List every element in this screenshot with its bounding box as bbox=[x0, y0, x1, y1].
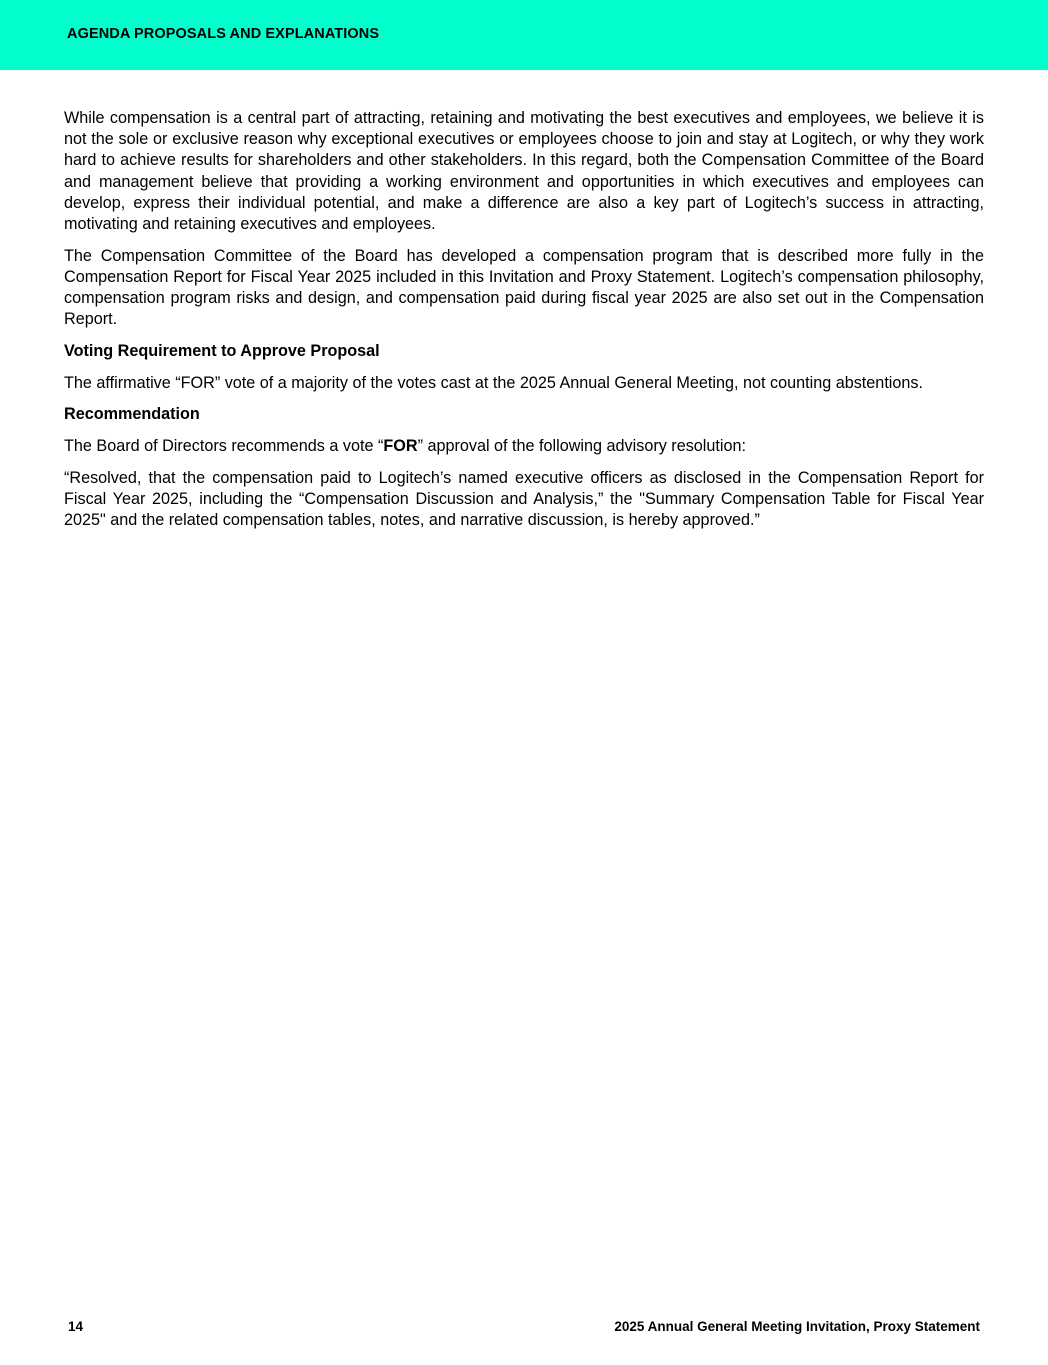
paragraph-recommendation bbox=[64, 436, 984, 457]
document-title: 2025 Annual General Meeting Invitation, Proxy Statement bbox=[614, 1319, 980, 1334]
recommendation-vote: FOR bbox=[383, 437, 418, 456]
heading-recommendation: Recommendation bbox=[64, 405, 200, 424]
paragraph-resolution: “Resolved, that the compensation paid to Logitech’s named executive officers as disclosed in the Compensation Report for Fiscal Year 2025, including the “Compensation Discussion and Analysis,” the "Summary Compensation Table for Fiscal Year 2025" and the related compensation tables, notes, and narrative discussion, is hereby approved.” bbox=[64, 468, 984, 530]
recommendation-suffix: ” approval of the following advisory resolution: bbox=[417, 437, 746, 456]
heading-voting-requirement: Voting Requirement to Approve Proposal bbox=[64, 342, 380, 361]
paragraph-compensation-program: The Compensation Committee of the Board has developed a compensation program that is described more fully in the Compensation Report for Fiscal Year 2025 included in this Invitation and Proxy Statement. Logitech’s compensation philosophy, compensation program risks and design, and compensation paid during fiscal year 2025 are also set out in the Compensation Report. bbox=[64, 246, 984, 329]
page-content bbox=[64, 108, 984, 542]
header-band bbox=[0, 0, 1048, 70]
page-number: 14 bbox=[68, 1319, 84, 1334]
paragraph-voting-requirement: The affirmative “FOR” vote of a majority of the votes cast at the 2025 Annual General Meeting, not counting abstentions. bbox=[64, 373, 924, 392]
paragraph-compensation-intro: While compensation is a central part of attracting, retaining and motivating the best executives and employees, we believe it is not the sole or exclusive reason why exceptional executives or employees choose to join and stay at Logitech, or why they work hard to achieve results for shareholders and other stakeholders. In this regard, both the Compensation Committee of the Board and management believe that providing a working environment and opportunities in which executives and employees can develop, express their individual potential, and make a difference are also a key part of Logitech’s success in attracting, motivating and retaining executives and employees. bbox=[64, 109, 984, 234]
section-title: AGENDA PROPOSALS AND EXPLANATIONS bbox=[67, 26, 380, 42]
recommendation-prefix: The Board of Directors recommends a vote “ bbox=[64, 437, 384, 456]
